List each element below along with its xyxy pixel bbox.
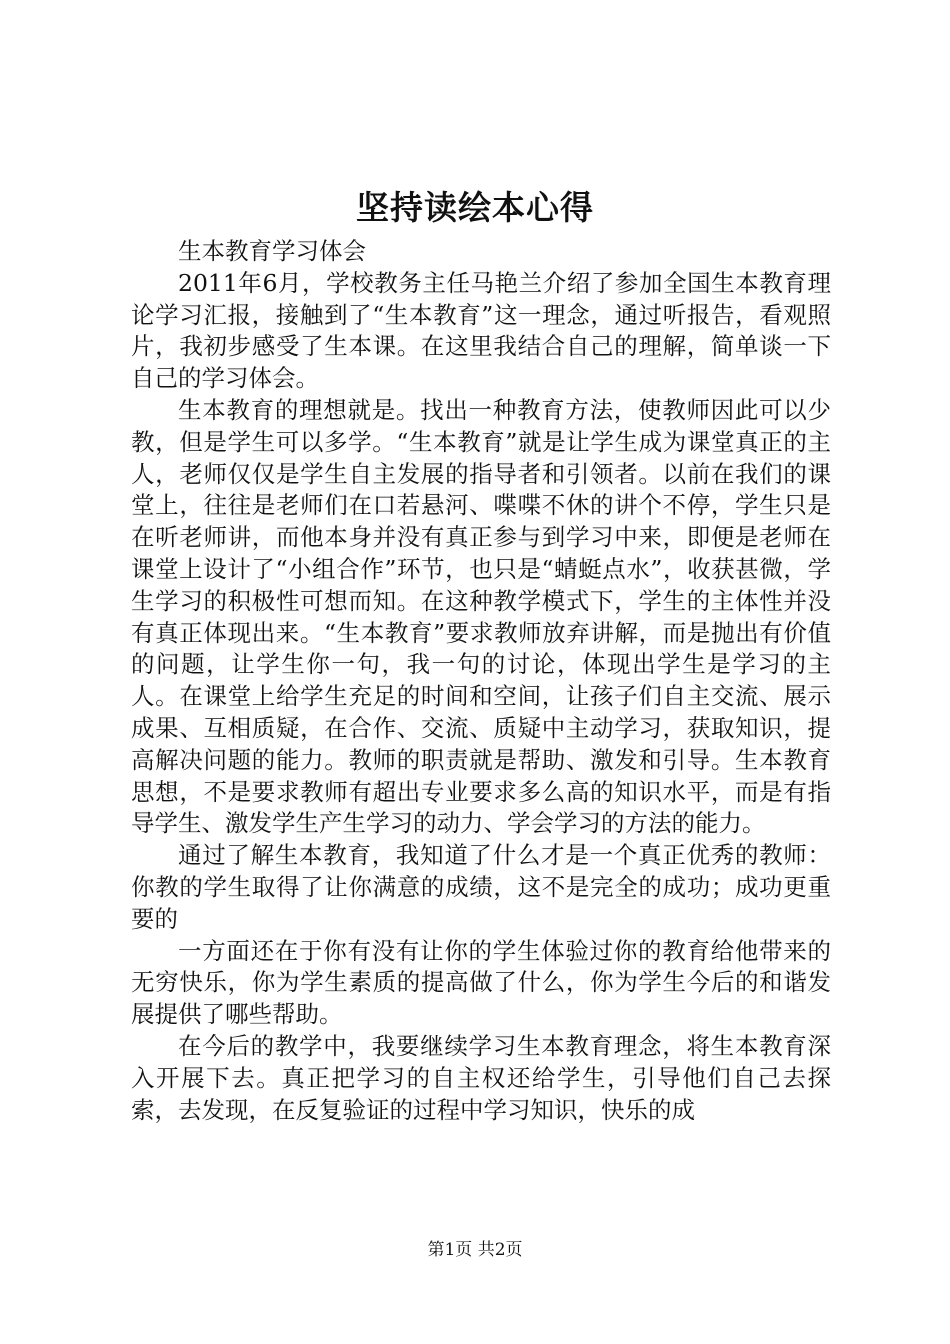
paragraph: 通过了解生本教育，我知道了什么才是一个真正优秀的教师：你教的学生取得了让你满意的成绩，这不是完全的成功；成功更重要的 bbox=[131, 841, 831, 933]
page-footer: 第1页 共2页 bbox=[427, 1240, 523, 1260]
paragraph: 生本教育的理想就是。找出一种教育方法，使教师因此可以少教，但是学生可以多学。“生本教育”就是让学生成为课堂真正的主人，老师仅仅是学生自主发展的指导者和引领者。以前在我们的课堂上，往往是老师们在口若悬河、喋喋不休的讲个不停，学生只是在听老师讲，而他本身并没有真正参与到学习中来，即便是老师在课堂上设计了“小组合作”环节，也只是“蜻蜓点水”，收获甚微，学生学习的积极性可想而知。在这种教学模式下，学生的主体性并没有真正体现出来。“生本教育”要求教师放弃讲解，而是抛出有价值的问题，让学生你一句，我一句的讨论，体现出学生是学习的主人。在课堂上给学生充足的时间和空间，让孩子们自主交流、展示成果、互相质疑，在合作、交流、质疑中主动学习，获取知识，提高解决问题的能力。教师的职责就是帮助、激发和引导。生本教育思想，不是要求教师有超出专业要求多么高的知识水平，而是有指导学生、激发学生产生学习的动力、学会学习的方法的能力。 bbox=[131, 395, 831, 838]
paragraph-subtitle: 生本教育学习体会 bbox=[178, 237, 366, 265]
paragraph: 一方面还在于你有没有让你的学生体验过你的教育给他带来的无穷快乐，你为学生素质的提高做了什么，你为学生今后的和谐发展提供了哪些帮助。 bbox=[131, 936, 831, 1029]
document-title: 坚持读绘本心得 bbox=[356, 188, 594, 227]
paragraph: 在今后的教学中，我要继续学习生本教育理念，将生本教育深入开展下去。真正把学习的自主权还给学生，引导他们自己去探索，去发现，在反复验证的过程中学习知识，快乐的成 bbox=[131, 1031, 831, 1124]
paragraph: 2011年6月，学校教务主任马艳兰介绍了参加全国生本教育理论学习汇报，接触到了“生本教育”这一理念，通过听报告，看观照片，我初步感受了生本课。在这里我结合自己的理解，简单谈一下自己的学习体会。 bbox=[131, 268, 831, 393]
document-body bbox=[131, 236, 831, 1126]
